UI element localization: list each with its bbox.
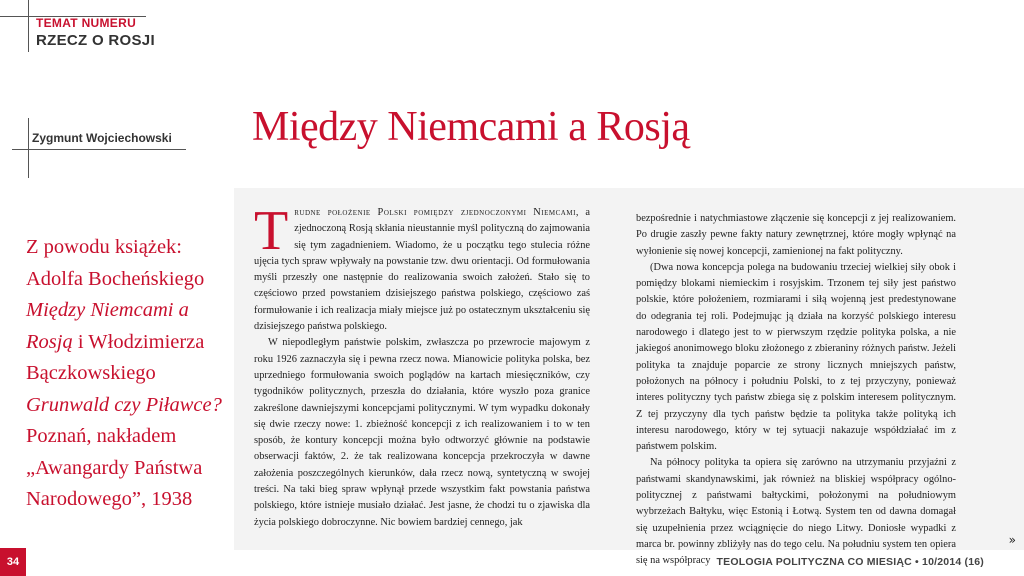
article-author: Zygmunt Wojciechowski (32, 131, 172, 145)
double-chevron-right-icon[interactable]: » (1008, 533, 1016, 547)
body-paragraph: (Dwa nowa koncepcja polega na budowaniu trzeciej wielkiej siły obok i pomiędzy blokami niemieckim i rosyjskim. Trzonem tej siły jest państwo polskie, które położeniem, rozmiarami i siłą wojenną jest predestynowane do odegrania tej roli. Podejmując ją działa na korzyść polskiego interesu narodowego i dlatego jest to w pierwszym rzędzie polityka polska, a nie jakiegoś anonimowego bloku złożonego z zbieraniny różnych państw. Jeżeli polityka ta znajduje poparcie ze strony licznych mniejszych państw, położonych na północy i południu Polski, to z tej przyczyny, ponieważ interes polityczny tych państw zbiega się z polskim interesem politycznym. Z tej przyczyny dla tych państw będzie ta polityka także polityką ich interesu narodowego, który w tej sytuacji nakazuje współdziałać im z państwem polskim. (636, 261, 956, 453)
author-rule-horizontal (12, 149, 186, 150)
page-number: 34 (0, 548, 26, 576)
body-paragraph: W niepodległym państwie polskim, zwłaszcza po przewrocie majowym z roku 1926 zaznaczyła się i pewna rzecz nowa. Mianowicie polityka polska, bez uprzedniego formułowania swoich poglądów na kartach miesięczników, czy tygodników politycznych, przeszła do działania, które wyszło poza granice zakreślone dawniejszymi koncepcjami politycznymi. W tym wypadku dokonały się dwie rzeczy nowe: 1. zbieżność koncepcji z ich realizowaniem i to w ten sposób, że kontury koncepcji można było odtworzyć głównie na podstawie obserwacji faktów, 2. że tak realizowana koncepcja przekroczyła w dawne założenia poszczególnych kierunków, dała rzecz nową, syntetyczną w swojej treści. Na taki bieg spraw wpłynął przede wszystkim fakt powstania państwa polskiego, które istnieje musiało działać. Jest jasne, że chodzi tu o zjawiska dla życia polskiego dobroczynne. Nic bowiem bardziej cennego, jak (254, 337, 590, 528)
author-rule-vertical (28, 118, 29, 178)
body-paragraph: bezpośrednie i natychmiastowe złączenie się koncepcji z jej realizowaniem. Po drugie zaszły pewne fakty natury zewnętrznej, które mogły wpłynąć na wyłonienie się nowej koncepcji, zamienionej na fakt polityczny. (636, 213, 956, 257)
magazine-footer: TEOLOGIA POLITYCZNA CO MIESIĄC • 10/2014 (16) (716, 556, 984, 568)
body-paragraph: Na północy polityka ta opiera się zarówno na utrzymaniu przyjaźni z państwami skandynawskimi, jak również na bliskiej współpracy ogólno-politycznej z państwami bałtyckimi, położonymi na południowym wybrzeżach Bałtyku, więc Estonią i Łotwą. System ten od dawna domagał się uzupełnienia przez wciągnięcie do niego Litwy. Doniosłe wypadki z marca br. powinny zbliżyły nas do tego celu. Na południu system ten opiera się na współpracy (636, 457, 956, 567)
body-column-left (254, 200, 590, 531)
source-note-publisher: Poznań, nakładem „Awangardy Państwa Narodowego”, 1938 (26, 425, 203, 510)
article-title: Między Niemcami a Rosją (252, 104, 690, 150)
section-subtitle: RZECZ O ROSJI (36, 32, 155, 49)
lead-smallcaps: rudne położenie Polski pomiędzy zjednoczonymi Niemcami, (294, 207, 580, 218)
source-note (26, 232, 236, 516)
source-note-books: Adolfa Bocheńskiego Między Niemcami a Rosją i Włodzimierza Bączkowskiego Grunwald czy Piławce? (26, 267, 222, 416)
drop-cap: T (254, 200, 289, 262)
section-kicker: TEMAT NUMERU (36, 16, 137, 30)
source-note-intro: Z powodu książek: (26, 236, 182, 258)
header-rule-vertical (28, 0, 29, 52)
body-column-right (636, 211, 956, 570)
body-paragraph: Trudne położenie Polski pomiędzy zjednoczonymi Niemcami, a zjednoczoną Rosją skłania nieustannie myśl polityczną do zajmowania się tym zagadnieniem. Wiadomo, że u początku tego stulecia różne ujęcia tych spraw wpływały na powstanie tzw. dwu orientacji. Od formułowania myśli przeszły one następnie do realizowania swoich założeń. Stało się to częściowo przed powstaniem dzisiejszego państwa polskiego, częściowo zaś formułowanie i ich realizacja miały miejsce już po ostatecznym ukształceniu się dzisiejszego państwa polskiego. (254, 200, 590, 333)
